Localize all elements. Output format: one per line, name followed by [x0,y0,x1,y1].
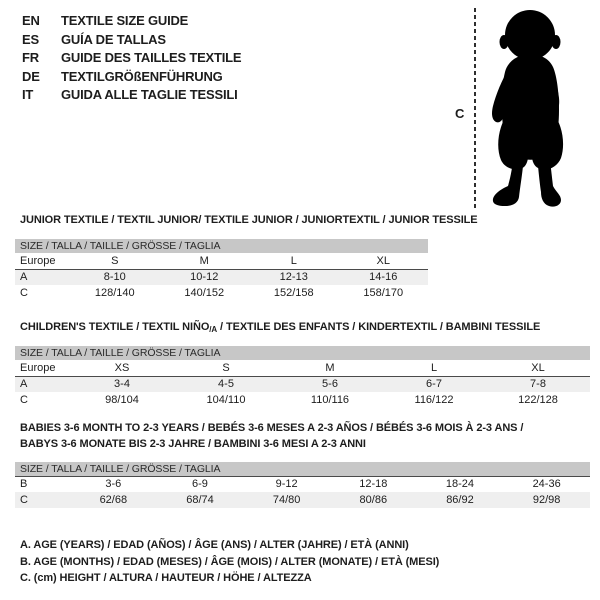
value-cell: 158/170 [363,287,404,299]
value-cell: 92/98 [503,492,590,508]
value-cell: 12-13 [249,269,339,285]
value-cell: 104/110 [206,394,246,406]
language-title: GUIDA ALLE TAGLIE TESSILI [61,87,238,102]
language-title: TEXTILGRÖßENFÜHRUNG [61,68,223,84]
age-years-row [15,269,428,285]
value-cell: 98/104 [105,394,139,406]
value-cell: 6-7 [382,376,486,392]
junior-size-table [15,239,428,301]
language-row-de [22,68,241,87]
height-cm-row [15,285,428,301]
size-cell: L [382,360,486,376]
children-title-post: / TEXTILE DES ENFANTS / KINDERTEXTIL / BAMBINI TESSILE [217,321,541,333]
row-label: C [20,394,28,406]
value-cell: 152/158 [273,287,314,299]
size-cell: XL [486,360,590,376]
value-cell: 14-16 [339,269,429,285]
size-header-label: SIZE / TALLA / TAILLE / GRÖSSE / TAGLIA [15,239,428,253]
height-measure-label: C [455,106,465,121]
value-cell: 62/68 [70,492,157,508]
size-cell: M [278,360,382,376]
legend-line-b: B. AGE (MONTHS) / EDAD (MESES) / ÂGE (MOIS) / ALTER (MONATE) / ETÀ (MESI) [20,555,440,568]
size-cell: S [70,253,160,269]
legend-line-c: C. (cm) HEIGHT / ALTURA / HAUTEUR / HÖHE / ALTEZZA [20,572,312,584]
children-section-title [20,320,540,338]
value-cell: 80/86 [330,492,417,508]
value-cell: 9-12 [275,478,298,491]
value-cell: 3-6 [105,478,122,491]
value-cell: 140/152 [184,287,225,299]
children-title-pre: CHILDREN'S TEXTILE / TEXTIL NIÑO [20,321,210,333]
language-row-es [22,31,241,50]
language-row-en [22,12,241,31]
babies-size-table [15,462,590,508]
language-code: EN [22,13,40,28]
height-cm-row [15,492,590,508]
value-cell: 7-8 [486,376,590,392]
row-label: Europe [15,360,70,376]
value-cell: 4-5 [174,376,278,392]
row-label: C [15,492,70,508]
age-months-row [15,476,590,492]
language-title: GUÍA DE TALLAS [61,31,166,47]
size-cell: XL [339,253,429,269]
legend-line-a: A. AGE (YEARS) / EDAD (AÑOS) / ÂGE (ANS) / ALTER (JAHRE) / ETÀ (ANNI) [20,539,409,551]
value-cell: 18-24 [445,478,475,491]
value-cell: 24-36 [532,478,561,491]
value-cell: 3-4 [70,376,174,392]
language-row-fr [22,49,241,68]
value-cell: 6-9 [192,478,208,491]
babies-title-line2: BABYS 3-6 MONATE BIS 2-3 JAHRE / BAMBINI 3-6 MESI A 2-3 ANNI [20,437,366,450]
language-title: TEXTILE SIZE GUIDE [61,13,189,28]
language-header-block [22,12,241,105]
value-cell: 8-10 [70,269,160,285]
language-code: FR [22,50,39,65]
age-years-row [15,376,590,392]
language-code: DE [22,68,40,84]
size-header-label: SIZE / TALLA / TAILLE / GRÖSSE / TAGLIA [15,462,590,476]
value-cell: 110/116 [310,394,350,406]
size-header-row [15,239,428,253]
height-cm-row [15,392,590,408]
value-cell: 128/140 [94,287,135,299]
value-cell: 12-18 [359,478,388,491]
language-code: IT [22,87,34,102]
europe-sizes-row [15,253,428,269]
value-cell: 122/128 [518,394,558,406]
toddler-silhouette-icon [481,8,575,210]
size-cell: XS [70,360,174,376]
language-title: GUIDE DES TAILLES TEXTILE [61,50,242,65]
language-code: ES [22,31,39,47]
value-cell: 74/80 [243,492,330,508]
height-measure-dashed-line [474,8,476,210]
europe-sizes-row [15,360,590,376]
junior-section-title: JUNIOR TEXTILE / TEXTIL JUNIOR/ TEXTILE JUNIOR / JUNIORTEXTIL / JUNIOR TESSILE [20,214,478,226]
babies-title-line1: BABIES 3-6 MONTH TO 2-3 YEARS / BEBÉS 3-6 MESES A 2-3 AÑOS / BÉBÉS 3-6 MOIS À 2-3 ANS / [20,422,524,434]
row-label: A [15,269,70,285]
size-cell: L [249,253,339,269]
size-header-row [15,462,590,476]
language-row-it [22,86,241,105]
size-header-label: SIZE / TALLA / TAILLE / GRÖSSE / TAGLIA [15,346,590,360]
row-label: C [20,287,28,299]
row-label: Europe [15,253,70,269]
babies-section-title [20,421,523,452]
row-label: A [15,376,70,392]
size-cell: S [174,360,278,376]
legend-notes [20,537,439,587]
row-label: B [20,478,28,491]
size-header-row [15,346,590,360]
children-size-table [15,346,590,408]
value-cell: 86/92 [417,492,504,508]
children-title-subscript: /A [209,325,218,334]
value-cell: 116/122 [414,394,454,406]
value-cell: 10-12 [160,269,250,285]
value-cell: 5-6 [278,376,382,392]
size-cell: M [160,253,250,269]
value-cell: 68/74 [157,492,244,508]
